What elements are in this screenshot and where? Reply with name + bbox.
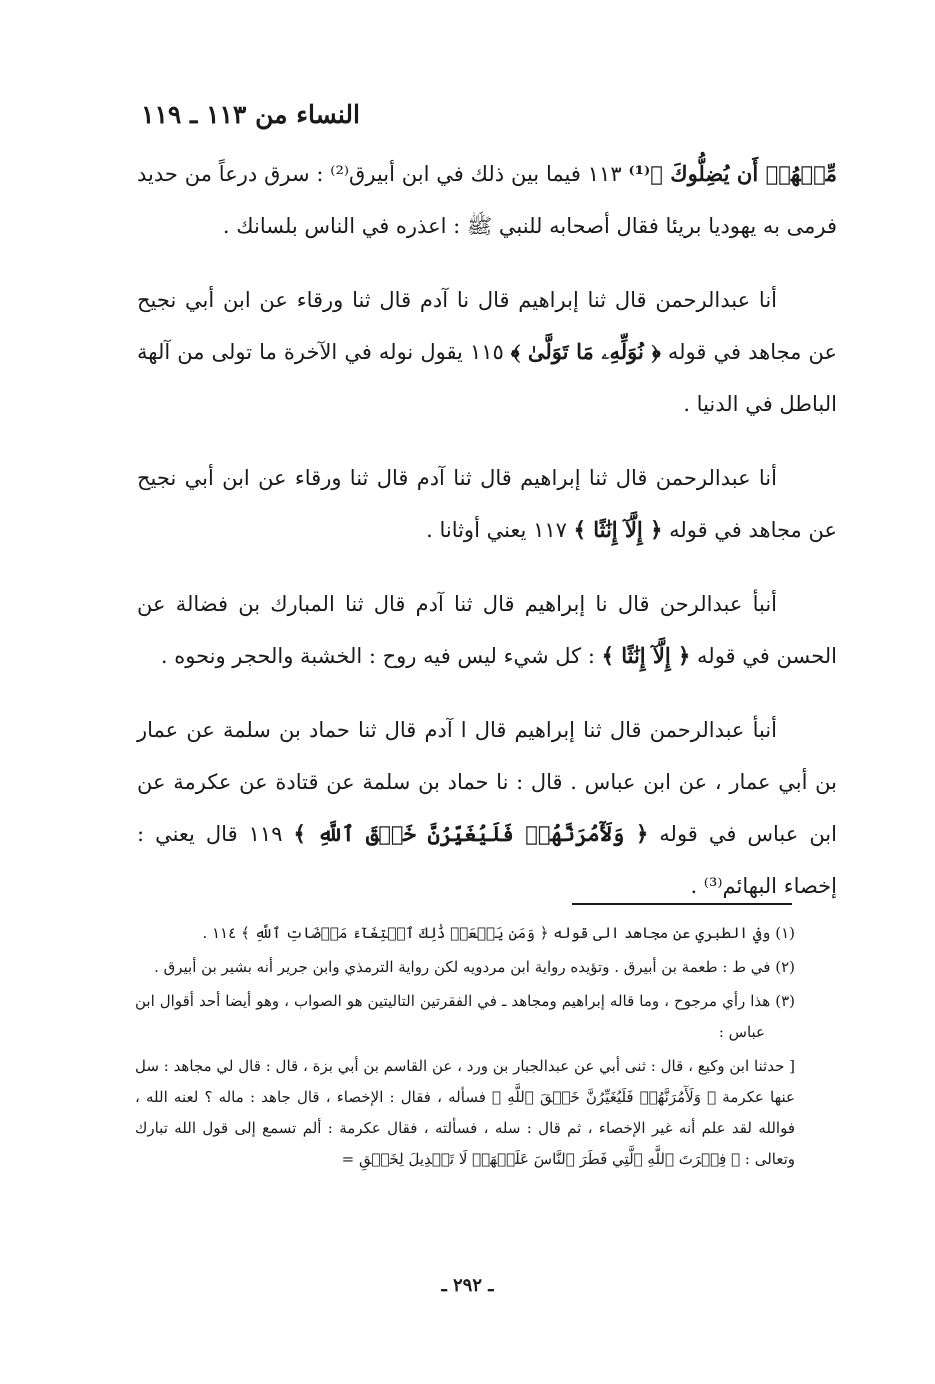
footnote-2: (٢) في ط : طعمة بن أبيرق . وتؤيده رواية ابن مردويه لكن رواية الترمذي وابن جرير أنه بشير بن أبيرق .: [154, 958, 795, 976]
paragraph-text: ١١٣ فيما بين ذلك في ابن أبيرق⁽²⁾ : سرق درعاً من حديد فرمى به يهوديا بريئا فقال أصحابه للنبي ﷺ : اعذره في الناس بلسانك .: [137, 162, 837, 238]
footnote-1: (١) وفي الطبري عن مجاهد الى قوله ﴿ وَمَن يَفۡعَلۡ ذَٰلِكَ ٱبۡتِغَآءَ مَرۡضَاتِ ٱللَّهِ ﴾ ١١٤ .: [202, 924, 795, 942]
paragraph-3: [137, 452, 837, 556]
paragraph-text: : كل شيء ليس فيه روح : الخشبة والحجر ونحوه .: [160, 644, 602, 668]
quran-verse: ﴿ إِلَّآ إِنَٰثًا ﴾: [601, 643, 691, 668]
quran-verse: ﴿ وَلَأٓمُرَنَّهُمۡ فَلَيُغَيِّرُنَّ خَلۡقَ ٱللَّهِ ﴾: [293, 821, 649, 846]
paragraph-text: أنبأ عبدالرحن قال نا إبراهيم قال ثنا آدم قال ثنا المبارك بن فضالة عن الحسن في قوله: [137, 592, 837, 668]
paragraph-1: [137, 148, 837, 252]
paragraph-text: ١١٥ يقول نوله في الآخرة ما تولى من آلهة الباطل في الدنيا .: [137, 340, 837, 416]
paragraph-5: [137, 704, 837, 912]
quran-verse: ﴿ إِلَّآ إِنَٰثًا ﴾: [573, 517, 663, 542]
quran-verse: مِّنۡهُمۡ أَن يُضِلُّوكَ ﴾⁽¹⁾: [628, 161, 837, 186]
footnote-3: (٣) هذا رأي مرجوح ، وما قاله إبراهيم ومجاهد ـ في الفقرتين التاليتين هو الصواب ، وهو أيضا أحد أقوال ابن عباس :: [135, 992, 795, 1041]
page-header: النساء من ١١٣ ـ ١١٩: [141, 100, 360, 129]
paragraph-text: أنا عبدالرحمن قال ثنا إبراهيم قال ثنا آدم قال ثنا ورقاء عن ابن أبي نجيح عن مجاهد في قوله: [137, 466, 837, 542]
paragraph-text: أنا عبدالرحمن قال ثنا إبراهيم قال نا آدم قال ثنا ورقاء عن ابن أبي نجيح عن مجاهد في قوله: [137, 288, 837, 364]
footnote-quote: [ حدثنا ابن وكيع ، قال : ثنى أبي عن عبدالجبار بن ورد ، عن القاسم بن أبي بزة ، قال : قال لي مجاهد : سل عنها عكرمة ﴿ وَلَأٓمُرَنَّهُمۡ فَلَيُغَيِّرُنَّ خَلۡقَ ٱللَّهِ ﴾ فسأله ، فقال : الإخصاء ، قال جاهد : ماله ؟ لعنه الله ، فوالله لقد علم أنه غير الإخصاء ، ثم قال : سله ، فسألته ، فقال عكرمة : ألم تسمع إلى قول الله تبارك وتعالى : ﴿ فِطۡرَتَ ٱللَّهِ ٱلَّتِي فَطَرَ ٱلنَّاسَ عَلَيۡهَاۚ لَا تَبۡدِيلَ لِخَلۡقِ =: [135, 1057, 796, 1168]
paragraph-text: ١١٧ يعني أوثانا .: [426, 518, 574, 542]
paragraph-4: [137, 578, 837, 682]
footnote-divider: [572, 903, 792, 905]
paragraph-text: أنبأ عبدالرحمن قال ثنا إبراهيم قال ا آدم قال ثنا حماد بن سلمة عن عمار بن أبي عمار ، عن ابن عباس . قال : نا حماد بن سلمة عن قتادة عن عكرمة عن ابن عباس في قوله: [137, 718, 837, 846]
footnotes: [135, 918, 795, 1175]
paragraph-text: ١١٩ قال يعني : إخصاء البهائم⁽³⁾ .: [137, 822, 837, 898]
paragraph-2: [137, 274, 837, 430]
main-text: [137, 148, 837, 934]
page-number: ـ ٢٩٢ ـ: [441, 1275, 494, 1296]
quran-verse: ﴿ نُوَلِّهِۦ مَا تَوَلَّىٰ ﴾: [510, 339, 661, 364]
